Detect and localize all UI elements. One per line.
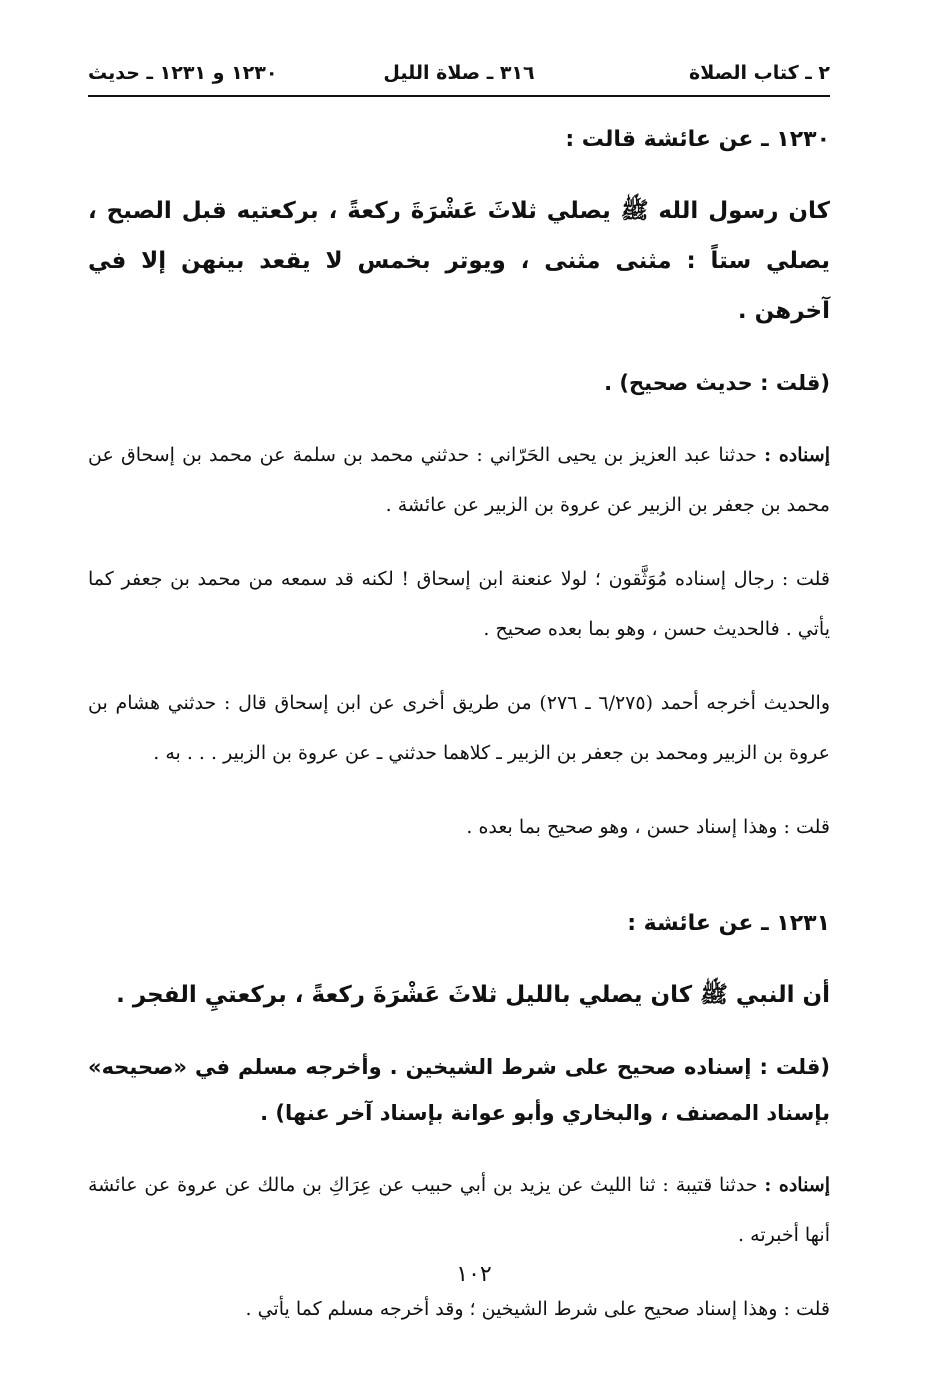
commentary-paragraph: قلت : وهذا إسناد حسن ، وهو صحيح بما بعده .: [466, 816, 830, 838]
isnad-label: إسناده :: [764, 444, 830, 466]
hadith-number-heading: ١٢٣١ ـ عن عائشة :: [627, 911, 830, 936]
isnad-label: إسناده :: [764, 1174, 831, 1196]
isnad-paragraph: [88, 1160, 830, 1260]
grading-statement: (قلت : إسناده صحيح على شرط الشيخين . وأخرجه مسلم في «صحيحه» بإسناد المصنف ، والبخاري وأبو عوانة بإسناد آخر عنها) .: [88, 1055, 830, 1125]
page-body: [88, 118, 830, 1334]
isnad-text: حدثنا قتيبة : ثنا الليث عن يزيد بن أبي حبيب عن عِرَاكِ بن مالك عن عروة عن عائشة أنها أخبرته .: [88, 1174, 830, 1246]
isnad-text: حدثنا عبد العزيز بن يحيى الحَرّاني : حدثني محمد بن سلمة عن محمد بن إسحاق عن محمد بن جعفر بن الزبير عن عروة بن الزبير عن عائشة .: [88, 444, 830, 516]
commentary-paragraph: قلت : رجال إسناده مُوَثَّقون ؛ لولا عنعنة ابن إسحاق ! لكنه قد سمعه من محمد بن جعفر كما يأتي . فالحديث حسن ، وهو بما بعده صحيح .: [88, 568, 830, 640]
page-number: ١٠٢: [456, 1262, 492, 1287]
hadith-text: أن النبي ﷺ كان يصلي بالليل ثلاثَ عَشْرَةَ ركعةً ، بركعتيِ الفجر .: [116, 982, 830, 1008]
running-header: [88, 62, 830, 92]
commentary-paragraph: قلت : وهذا إسناد صحيح على شرط الشيخين ؛ وقد أخرجه مسلم كما يأتي .: [245, 1298, 830, 1320]
header-hadith-range: ١٢٣٠ و ١٢٣١ ـ حديث: [88, 62, 278, 84]
grading-statement: (قلت : حديث صحيح) .: [604, 371, 830, 395]
hadith-number-heading: ١٢٣٠ ـ عن عائشة قالت :: [565, 127, 830, 152]
header-chapter-title: ٣١٦ ـ صلاة الليل: [383, 62, 535, 84]
header-book-title: ٢ ـ كتاب الصلاة: [689, 62, 830, 84]
header-divider: [88, 95, 830, 97]
hadith-1230: [88, 118, 830, 852]
commentary-paragraph: والحديث أخرجه أحمد (٦/٢٧٥ ـ ٢٧٦) من طريق أخرى عن ابن إسحاق قال : حدثني هشام بن عروة بن الزبير ومحمد بن جعفر بن الزبير ـ كلاهما حدثني ـ عن عروة بن الزبير . . . به .: [88, 692, 830, 764]
isnad-paragraph: [88, 430, 830, 530]
hadith-text: كان رسول الله ﷺ يصلي ثلاثَ عَشْرَةَ ركعةً ، بركعتيه قبل الصبح ، يصلي ستاً : مثنى مثنى ، ويوتر بخمس لا يقعد بينهن إلا في آخرهن .: [88, 198, 830, 324]
